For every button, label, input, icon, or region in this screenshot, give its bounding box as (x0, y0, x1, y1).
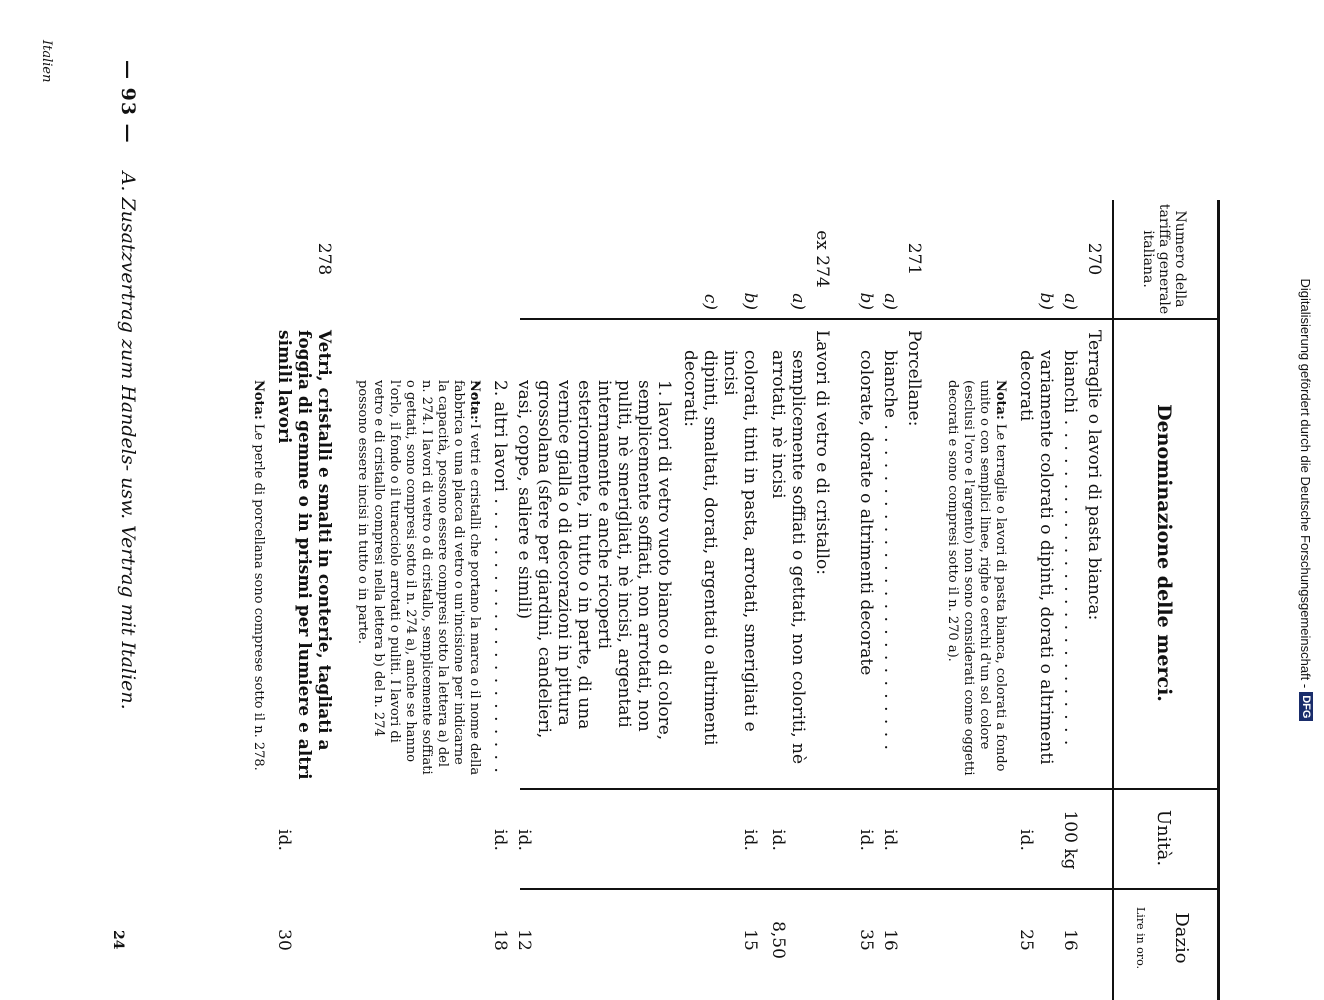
dazio-unit-label: Lire in oro. (1134, 907, 1147, 969)
note-text (944, 380, 1008, 780)
item-unit: id. (768, 829, 788, 851)
item-duty: 12 (514, 929, 534, 951)
page-header (99, 60, 139, 920)
credit-text: Digitalisierung gefördert durch die Deutsche Forschungsgemeinschaft - (1298, 278, 1314, 689)
item-description: 1. lavori di vetro vuoto bianco o di colore, semplicemente soffiati, non arrotati, non puliti, nè smerigliati, nè incisi, argentati internamente e anche ricoperti esteriormente, in tutto o in parte, di una vernice gialla o di decorazioni in pittura grossolana (sfere per giardini, candelieri, vasi, coppe, saliere e simili) (514, 380, 674, 741)
tariff-number: ex 274 (812, 230, 832, 288)
tariff-number: 271 (904, 242, 924, 276)
item-duty: 16 (880, 929, 900, 951)
table-top-rule (1217, 200, 1220, 1000)
item-unit: id. (490, 829, 510, 851)
note-body: Le terraglie o lavori di pasta bianca, colorati a fondo unito o con semplici linee, righe o cerchi d'un sol colore (esclusi l'oro e l'argento) non sono considerati come oggetti decorati e sono compresi sotto il n. 270 a). (945, 380, 1008, 776)
item-description: variamente colorati o dipinti, dorati o altrimenti decorati (1016, 350, 1056, 765)
item-letter: b) (740, 292, 760, 310)
page-number: — 93 — (117, 60, 139, 144)
item-description: bianche . . . (880, 350, 900, 780)
item-description: Porcellane: (904, 330, 924, 427)
sheet-signature: 24 (110, 930, 126, 950)
item-description: colorati, tinti in pasta, arrotati, smerigliati e incisi (720, 350, 760, 732)
item-description: bianchi . . . (1060, 350, 1080, 780)
item-unit: 100 kg (1060, 810, 1080, 870)
note-label: Nota: (251, 380, 266, 420)
item-unit: id. (740, 829, 760, 851)
item-description: dipinti, smaltati, dorati, argentati o altrimenti decorati: (680, 350, 720, 746)
note-body: I vetri e cristalli che portano la marca o il nome della fabbrica o una placca di vetro o un'incisione per indicarne la capacità, possono essere compresi sotto la lettera a) del n. 274. I lavori di vetro o di cristallo, semplicemente soffiati o gettati, sono compresi sotto il n. 274 a), anche se hanno l'orlo, il fondo o il turacciolo arrotati o puliti. I lavori di vetro e di cristallo compresi nella lettera b) del n. 274 possono essere incisi in tutto o in parte. (355, 380, 482, 776)
item-duty: 8,50 (768, 921, 788, 959)
tariff-number: 278 (314, 242, 334, 276)
running-head: A. Zusatzvertrag zum Handels- usw. Vertrag mit Italien. (117, 171, 139, 710)
note-label: Nota: (467, 380, 482, 420)
item-description: 2. altri lavori . . . (470, 380, 510, 780)
item-duty: 35 (856, 929, 876, 951)
item-unit: id. (880, 829, 900, 851)
item-duty: 25 (1016, 929, 1036, 951)
item-letter: b) (1036, 292, 1056, 310)
item-description: Vetri, cristalli e smalti in conterie, tagliati a foggia di gemme o in prismi per lumiere e altri simili lavori (274, 330, 334, 780)
tariff-number: 270 (1084, 242, 1104, 276)
item-duty: 18 (490, 929, 510, 951)
note-text (250, 380, 266, 780)
item-unit: id. (274, 829, 294, 851)
digitization-credit (1294, 20, 1318, 980)
dfg-logo: DFG (1299, 692, 1313, 721)
item-letter: c) (700, 293, 720, 310)
item-duty: 15 (740, 929, 760, 951)
item-letter: a) (1060, 293, 1080, 310)
column-header-unita: Unità. (1153, 809, 1175, 867)
item-unit: id. (514, 829, 534, 851)
column-header-denominazione: Denominazione delle merci. (1153, 404, 1175, 702)
note-label: Nota: (993, 380, 1008, 420)
item-letter: a) (880, 293, 900, 310)
item-duty: 16 (1060, 929, 1080, 951)
column-header-numero: Numero della tariffa generale italiana. (1140, 203, 1188, 315)
item-letter: b) (856, 292, 876, 310)
item-description: semplicemente soffiati o gettati, non coloriti, nè arrotati, nè incisi (768, 350, 808, 765)
note-text (354, 380, 482, 780)
table-body (204, 200, 1104, 1000)
item-description: Terraglie o lavori di pasta bianca: (1084, 330, 1104, 621)
item-unit: id. (856, 829, 876, 851)
item-description: Lavori di vetro e di cristallo: (812, 330, 832, 576)
item-letter: a) (788, 293, 808, 310)
column-header-dazio (1114, 888, 1214, 988)
item-description: colorate, dorate o altrimenti decorate (856, 350, 876, 676)
footer-label: Italien (39, 40, 54, 83)
dazio-label: Dazio (1171, 912, 1192, 964)
item-unit: id. (1016, 829, 1036, 851)
note-body: Le perle di porcellana sono comprese sotto il n. 278. (251, 423, 266, 771)
item-duty: 30 (274, 929, 294, 951)
